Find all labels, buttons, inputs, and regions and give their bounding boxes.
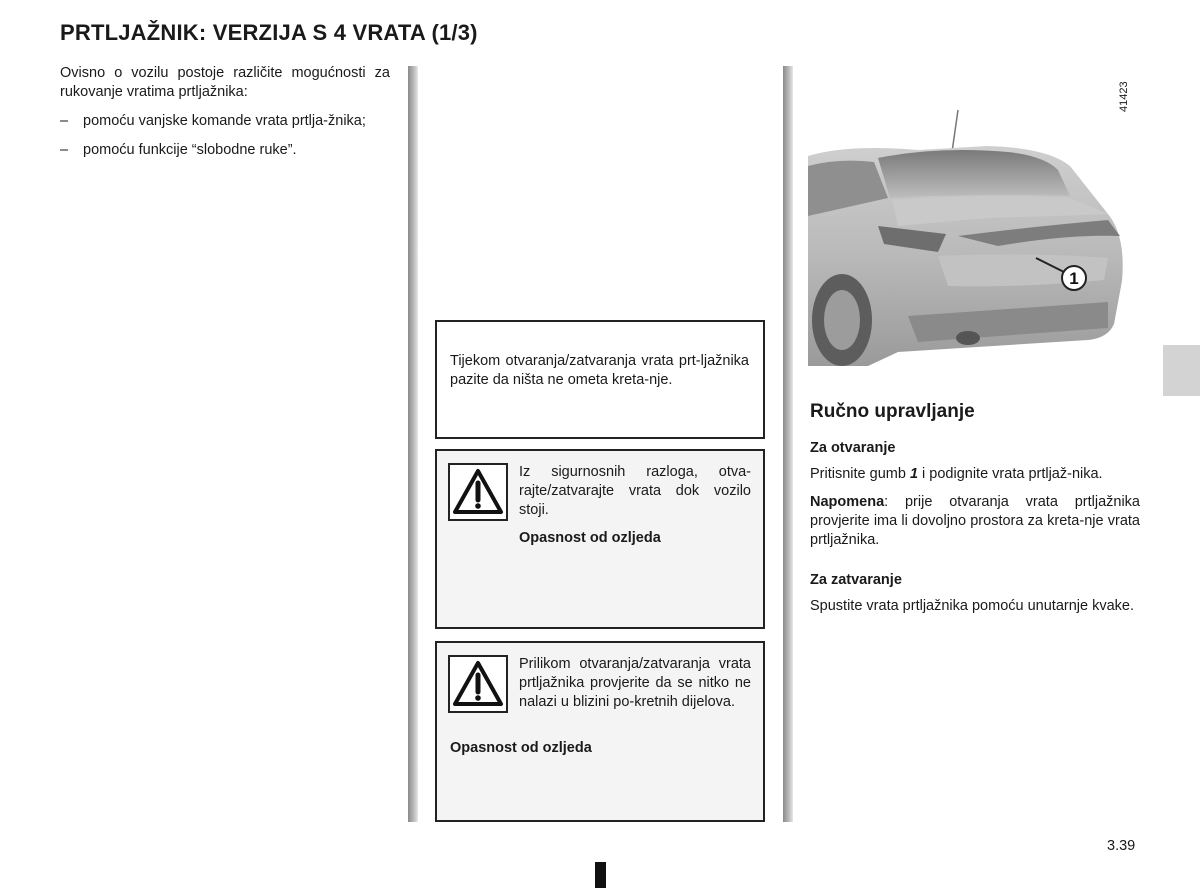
warning-text-block	[519, 463, 751, 548]
column-divider	[408, 66, 418, 822]
open-instructions: Pritisnite gumb 1 i podignite vrata prtljaž-nika.	[810, 466, 1103, 482]
close-instructions: Spustite vrata prtljažnika pomoću unutarnje kvake.	[810, 598, 1135, 614]
page-marker	[595, 862, 606, 888]
column-divider	[783, 66, 793, 822]
note-paragraph: Napomena: prije otvaranja vrata prtljažnika provjerite ima li dovoljno prostora za kreta-nje vrata prtljažnika.	[810, 494, 1140, 548]
car-rear-illustration	[808, 66, 1140, 376]
subheading-open: Za otvaranje	[810, 440, 896, 456]
options-list	[60, 112, 390, 160]
warning-triangle-icon	[448, 463, 508, 521]
warning-box-1	[435, 449, 765, 629]
subheading-close: Za zatvaranje	[810, 572, 902, 588]
illustration-reference: 41423	[1118, 81, 1130, 112]
warning-triangle-icon	[448, 655, 508, 713]
intro-paragraph: Ovisno o vozilu postoje različite mogućnosti za rukovanje vratima prtljažnika:	[60, 65, 390, 100]
page-number: 3.39	[1107, 838, 1136, 854]
list-item: – pomoću funkcije “slobodne ruke”.	[60, 141, 390, 160]
warning-emphasis: Opasnost od ozljeda	[519, 530, 661, 546]
warning-text: Iz sigurnosnih razloga, otva-rajte/zatvarajte vrata dok vozilo stoji.	[519, 464, 751, 518]
section-heading: Ručno upravljanje	[810, 401, 975, 422]
warning-box-2	[435, 641, 765, 822]
button-reference: 1	[909, 466, 919, 482]
right-column	[810, 400, 1140, 625]
chapter-tab	[1163, 345, 1200, 396]
left-column	[60, 64, 390, 170]
warning-emphasis: Opasnost od ozljeda	[450, 740, 592, 756]
note-text: Tijekom otvaranja/zatvaranja vrata prt-ljažnika pazite da ništa ne ometa kreta-nje.	[450, 353, 749, 388]
note-label: Napomena	[810, 494, 885, 510]
page-title: PRTLJAŽNIK: VERZIJA S 4 VRATA (1/3)	[60, 20, 478, 45]
callout-number: 1	[1069, 269, 1079, 288]
warning-text: Prilikom otvaranja/zatvaranja vrata prtljažnika provjerite da se nitko ne nalazi u blizini po-kretnih dijelova.	[519, 656, 751, 710]
list-item: – pomoću vanjske komande vrata prtlja-žnika;	[60, 112, 390, 131]
note-box	[435, 320, 765, 439]
